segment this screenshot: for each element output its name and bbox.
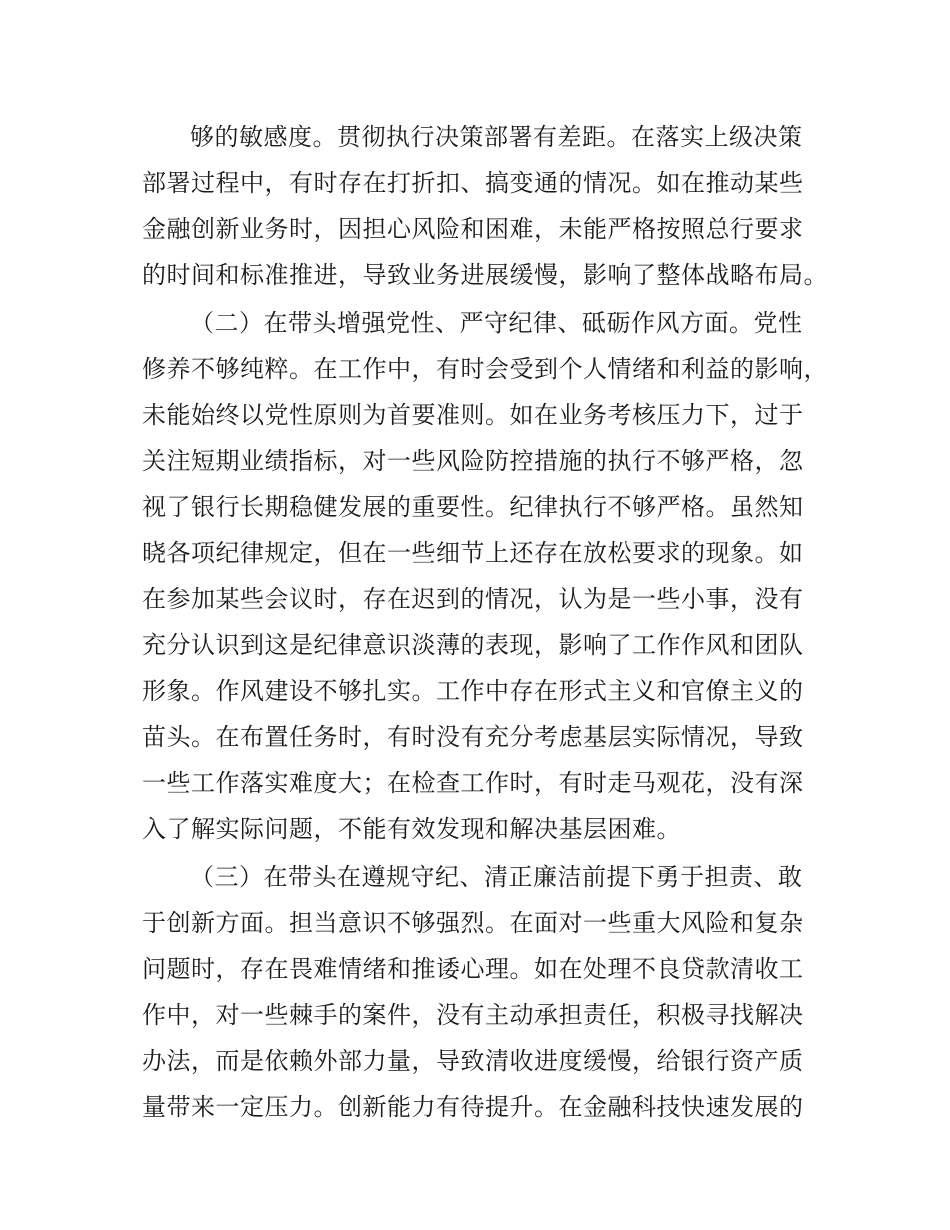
text-line: 一些工作落实难度大；在检查工作时，有时走马观花，没有深 — [142, 769, 804, 797]
text-line: 问题时，存在畏难情绪和推诿心理。如在处理不良贷款清收工 — [142, 955, 804, 983]
text-line: 形象。作风建设不够扎实。工作中存在形式主义和官僚主义的 — [142, 677, 804, 705]
text-line: 于创新方面。担当意识不够强烈。在面对一些重大风险和复杂 — [142, 909, 804, 937]
text-line: 关注短期业绩指标，对一些风险防控措施的执行不够严格，忽 — [142, 447, 804, 475]
text-line: 入了解实际问题，不能有效发现和解决基层困难。 — [142, 815, 681, 843]
text-line: 充分认识到这是纪律意识淡薄的表现，影响了工作作风和团队 — [142, 631, 804, 659]
section-heading-line: （二）在带头增强党性、严守纪律、砥砺作风方面。党性 — [190, 309, 803, 337]
text-line: 视了银行长期稳健发展的重要性。纪律执行不够严格。虽然知 — [142, 493, 804, 521]
text-line: 量带来一定压力。创新能力有待提升。在金融科技快速发展的 — [142, 1093, 804, 1121]
text-line: 未能始终以党性原则为首要准则。如在业务考核压力下，过于 — [142, 401, 804, 429]
text-line: 作中，对一些棘手的案件，没有主动承担责任，积极寻找解决 — [142, 1001, 804, 1029]
text-line: 够的敏感度。贯彻执行决策部署有差距。在落实上级决策 — [190, 123, 803, 151]
text-line: 金融创新业务时，因担心风险和困难，未能严格按照总行要求 — [142, 215, 804, 243]
text-line: 部署过程中，有时存在打折扣、搞变通的情况。如在推动某些 — [142, 169, 804, 197]
text-line: 的时间和标准推进，导致业务进展缓慢，影响了整体战略布局。 — [142, 261, 828, 289]
text-line: 在参加某些会议时，存在迟到的情况，认为是一些小事，没有 — [142, 585, 804, 613]
text-line: 修养不够纯粹。在工作中，有时会受到个人情绪和利益的影响， — [142, 355, 828, 383]
text-line: 办法，而是依赖外部力量，导致清收进度缓慢，给银行资产质 — [142, 1047, 804, 1075]
section-heading-line: （三）在带头在遵规守纪、清正廉洁前提下勇于担责、敢 — [190, 863, 803, 891]
text-line: 苗头。在布置任务时，有时没有充分考虑基层实际情况，导致 — [142, 723, 804, 751]
text-line: 晓各项纪律规定，但在一些细节上还存在放松要求的现象。如 — [142, 539, 804, 567]
